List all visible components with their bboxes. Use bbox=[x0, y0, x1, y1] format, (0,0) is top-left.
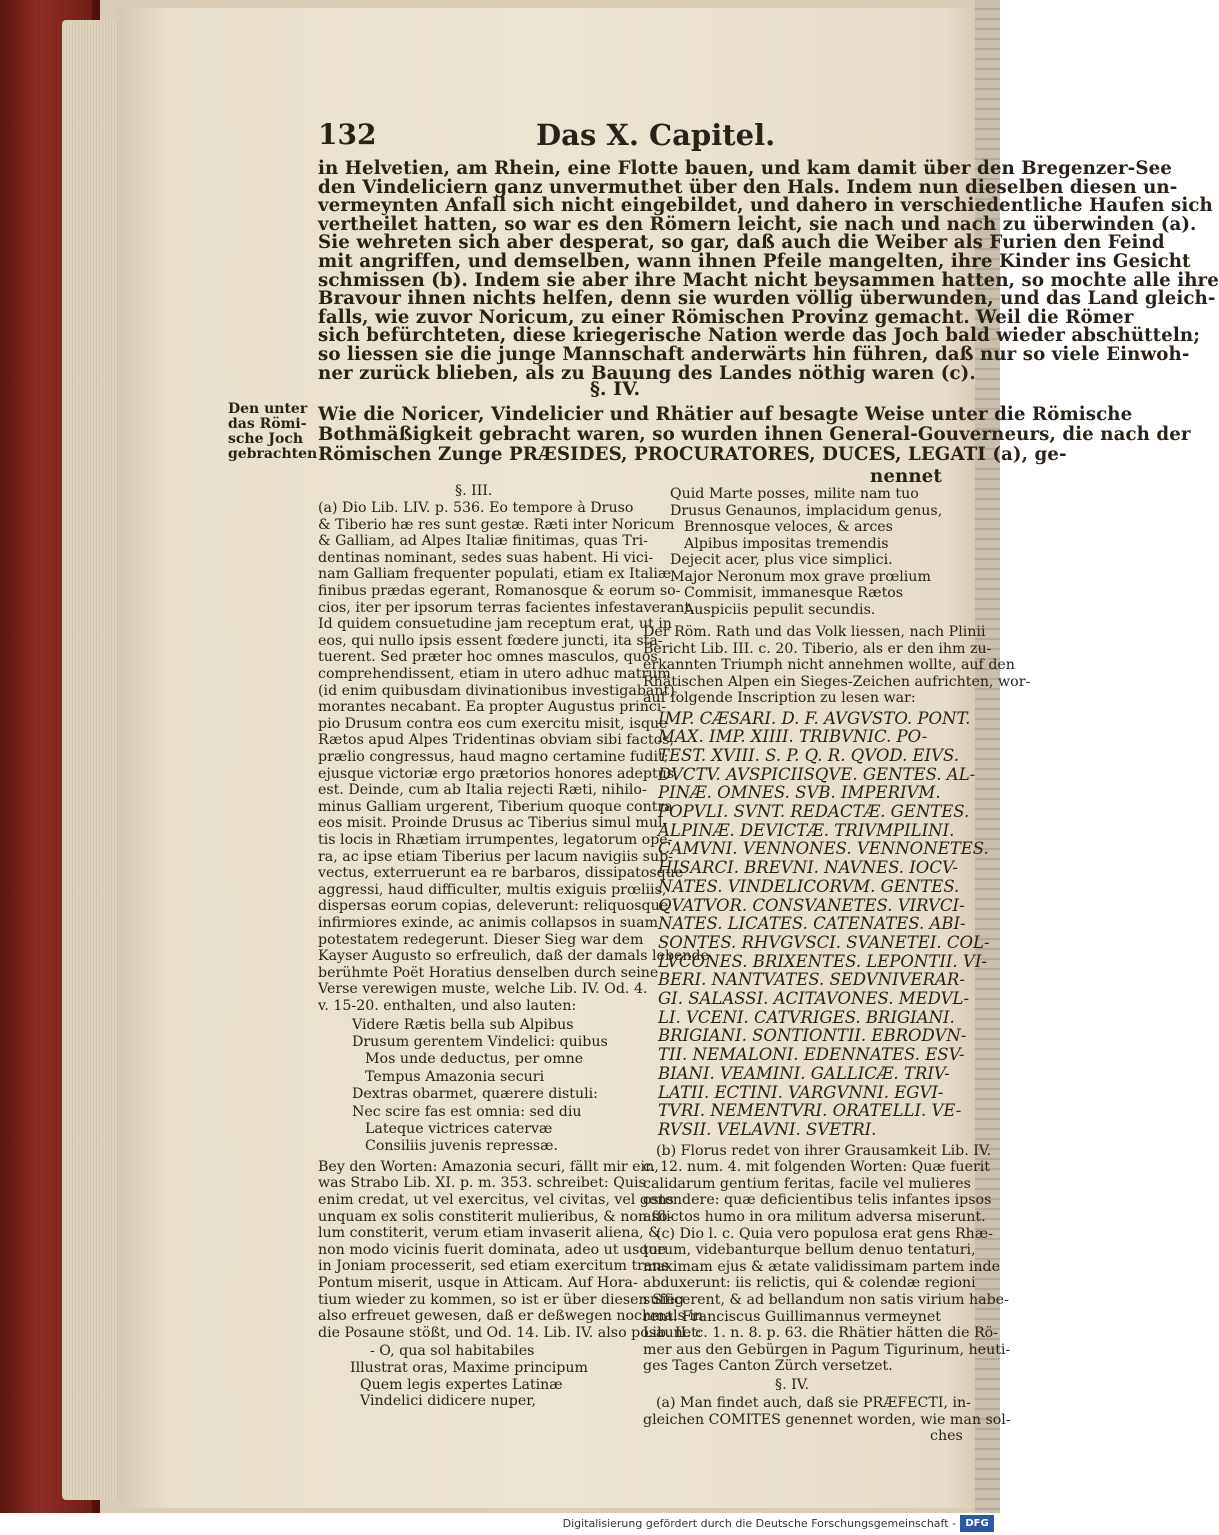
footnote-line: berühmte Poët Horatius denselben durch seine bbox=[318, 964, 659, 981]
inscription-line: BERI. NANTVATES. SEDVNIVERAR- bbox=[658, 970, 965, 990]
footnote-line: erkannten Triumph nicht annehmen wollte, auf den bbox=[643, 657, 1015, 673]
footnote-line: morantes necabant. Ea propter Augustus princi- bbox=[318, 699, 667, 716]
footnote-line: est. Deinde, cum ab Italia rejecti Ræti, nihilo- bbox=[318, 782, 647, 799]
footnote-line: (c) Dio l. c. Quia vero populosa erat gens Rhæ- bbox=[656, 1225, 993, 1242]
inscription-line: GI. SALASSI. ACITAVONES. MEDVL- bbox=[658, 989, 970, 1008]
margin-note-line: das Römi- bbox=[228, 416, 307, 432]
footnote-line: sufficerent, & ad bellandum non satis virium habe- bbox=[643, 1292, 1009, 1308]
section-iv-line: Bothmäßigkeit gebracht waren, so wurden ihnen General-Gouverneurs, die nach der bbox=[318, 424, 1191, 445]
footnote-line: also erfreuet gewesen, daß er deßwegen nochmals in bbox=[318, 1308, 704, 1325]
main-text-line: Sie wehreten sich aber desperat, so gar, daß auch die Weiber als Furien den Feind bbox=[318, 232, 1165, 254]
footnote-line: (a) Dio Lib. LIV. p. 536. Eo tempore à Druso bbox=[318, 500, 634, 516]
footnote-line: Verse verewigen muste, welche Lib. IV. Od. 4. bbox=[318, 981, 648, 998]
main-text-line: falls, wie zuvor Noricum, zu einer Römischen Provinz gemacht. Weil die Römer bbox=[318, 306, 1134, 328]
section-iv-line: Wie die Noricer, Vindelicier und Rhätier auf besagte Weise unter die Römische bbox=[318, 404, 1133, 425]
footnote-line: Pontum miserit, usque in Atticam. Auf Hora- bbox=[318, 1275, 638, 1291]
verse-line: Lateque victrices catervæ bbox=[365, 1121, 553, 1137]
inscription-line: HISARCI. BREVNI. NAVNES. IOCV- bbox=[658, 858, 958, 878]
verse-line: Commisit, immanesque Rætos bbox=[684, 585, 904, 601]
footnote-line: finibus prædas egerant, Romanosque & eorum so- bbox=[318, 583, 681, 599]
footnote-line: die Posaune stößt, und Od. 14. Lib. IV. also posaunet: bbox=[318, 1324, 702, 1341]
main-text-line: so liessen sie die junge Mannschaft anderwärts hin führen, daß nur so viele Einwoh- bbox=[318, 344, 1190, 365]
inscription-line: LI. VCENI. CATVRIGES. BRIGIANI. bbox=[658, 1007, 955, 1027]
inscription-line: BRIGIANI. SONTIONTII. EBRODVN- bbox=[658, 1026, 967, 1046]
verse-line: Tempus Amazonia securi bbox=[365, 1068, 545, 1085]
footnote-heading: §. IV. bbox=[775, 1377, 809, 1393]
margin-note-line: gebrachten bbox=[228, 446, 318, 462]
verse-line: Major Neronum mox grave prœlium bbox=[670, 568, 931, 585]
footnote-line: infirmiores exinde, ac animis collapsos in suam bbox=[318, 915, 659, 931]
verse-line: Drusus Genaunos, implacidum genus, bbox=[670, 502, 943, 519]
margin-note bbox=[228, 402, 318, 462]
inscription-line: NATES. LICATES. CATENATES. ABI- bbox=[658, 914, 966, 934]
inscription-line: QVATVOR. CONSVANETES. VIRVCI- bbox=[658, 895, 965, 915]
main-text-line: sich befürchteten, diese kriegerische Nation werde das Joch bald wieder abschütteln; bbox=[318, 325, 1201, 347]
page-edges bbox=[62, 20, 120, 1500]
inscription-line: LVCONES. BRIXENTES. LEPONTII. VI- bbox=[658, 951, 987, 971]
footnote-line: vectus, exterruerunt ea re barbaros, dissipatosque bbox=[318, 865, 684, 882]
footnote-line: Rhätischen Alpen ein Sieges-Zeichen aufrichten, wor- bbox=[643, 673, 1031, 690]
footnote-line: cios, iter per ipsorum terras facientes infestaverant. bbox=[318, 599, 695, 616]
main-text-line: den Vindeliciern ganz unvermuthet über den Hals. Indem nun dieselben diesen un- bbox=[318, 176, 1178, 198]
inscription-line: IMP. CÆSARI. D. F. AVGVSTO. PONT. bbox=[658, 708, 971, 728]
footnote-line: ra, ac ipse etiam Tiberius per lacum navigiis sub- bbox=[318, 848, 673, 865]
footnote-line: Id quidem consuetudine jam receptum erat, ut in bbox=[318, 616, 672, 633]
section-iv-line: Römischen Zunge PRÆSIDES, PROCURATORES, DUCES, LEGATI (a), ge- bbox=[318, 444, 1067, 465]
margin-note-line: sche Joch bbox=[228, 431, 304, 447]
inscription-line: SONTES. RHVGVSCI. SVANETEI. COL- bbox=[658, 932, 990, 952]
footnote-line: dentinas nominant, sedes suas habent. Hi vici- bbox=[318, 549, 654, 566]
inscription-line: RVSII. VELAVNI. SVETRI. bbox=[658, 1119, 877, 1139]
footnote-line: torum, videbanturque bellum denuo tentaturi, bbox=[643, 1242, 976, 1259]
footnote-line: pio Drusum contra eos cum exercitu misit, isque bbox=[318, 715, 668, 732]
page-number: 132 bbox=[318, 118, 377, 151]
inscription-line: ALPINÆ. DEVICTÆ. TRIVMPILINI. bbox=[658, 820, 955, 840]
footnote-line: afflictos humo in ora militum adversa miserunt. bbox=[643, 1209, 986, 1225]
footer-credit: Digitalisierung gefördert durch die Deutsche Forschungsgemeinschaft - bbox=[562, 1517, 956, 1530]
inscription-line: TEST. XVIII. S. P. Q. R. QVOD. EIVS. bbox=[658, 745, 959, 765]
footnote-line: & Galliam, ad Alpes Italiæ finitimas, quas Tri- bbox=[318, 533, 648, 550]
footnote-line: abduxerunt: iis relictis, qui & colendæ regioni bbox=[643, 1275, 976, 1292]
footnote-line: dispersas eorum copias, deleverunt: reliquosque bbox=[318, 898, 669, 915]
footnote-line: calidarum gentium feritas, facile vel mulieres bbox=[643, 1175, 971, 1192]
footnote-line: Bericht Lib. III. c. 20. Tiberio, als er den ihm zu- bbox=[643, 640, 992, 657]
section-iv-line: nennet bbox=[870, 466, 942, 487]
margin-note-line: Den unter bbox=[228, 401, 308, 417]
main-text-line: mit angriffen, und demselben, wann ihnen Pfeile mangelten, ihre Kinder ins Gesicht bbox=[318, 251, 1191, 272]
inscription-line: PINÆ. OMNES. SVB. IMPERIVM. bbox=[658, 783, 941, 803]
main-text-line: Bravour ihnen nichts helfen, denn sie wurden völlig überwunden, und das Land gleich- bbox=[318, 288, 1216, 310]
footnote-line: maximam ejus & ætate validissimam partem inde bbox=[643, 1258, 1000, 1275]
footnote-line: (id enim quibusdam divinationibus investigabant) bbox=[318, 682, 675, 699]
footnote-line: Der Röm. Rath und das Volk liessen, nach Plinii bbox=[643, 624, 986, 640]
main-text-line: schmissen (b). Indem sie aber ihre Macht nicht beysammen hatten, so mochte alle ihre bbox=[318, 269, 1219, 291]
chapter-title: Das X. Capitel. bbox=[536, 118, 776, 152]
footnote-line: rent. Franciscus Guillimannus vermeynet bbox=[643, 1308, 941, 1325]
footnote-line: eos, qui nullo ipsis essent fœdere juncti, ita sta- bbox=[318, 632, 663, 649]
main-text-line: vermeynten Anfall sich nicht eingebildet, und dahero in verschiedentliche Haufen sich bbox=[318, 195, 1213, 217]
footnote-line: & Tiberio hæ res sunt gestæ. Ræti inter Noricum bbox=[318, 516, 675, 533]
verse-line: Dextras obarmet, quærere distuli: bbox=[352, 1086, 598, 1103]
footnote-line: (a) Man findet auch, daß sie PRÆFECTI, in- bbox=[656, 1395, 971, 1411]
footnote-line: aggressi, haud difficulter, multis exiguis prœliis, bbox=[318, 881, 667, 898]
inscription-line: TII. NEMALONI. EDENNATES. ESV- bbox=[658, 1045, 965, 1065]
section-heading-iv: §. IV. bbox=[590, 378, 641, 400]
inscription-line: LATII. ECTINI. VARGVNNI. EGVI- bbox=[658, 1082, 944, 1102]
footnote-line: tium wieder zu kommen, so ist er über diesen Sieg bbox=[318, 1291, 684, 1308]
footnote-line: nam Galliam frequenter populati, etiam ex Italiæ bbox=[318, 566, 672, 583]
footnote-line: prælio congressus, haud magno certamine fudit; bbox=[318, 749, 669, 765]
footnote-line: unquam ex solis constiterit mulieribus, & non so- bbox=[318, 1208, 673, 1225]
verse-line: Brennosque veloces, & arces bbox=[684, 519, 893, 535]
footnote-line: ches bbox=[930, 1428, 963, 1445]
footnote-line: c. 12. num. 4. mit folgenden Worten: Quæ fuerit bbox=[643, 1159, 990, 1176]
footnote-line: Rætos apud Alpes Tridentinas obviam sibi factos, bbox=[318, 732, 674, 749]
footnote-line: minus Galliam urgerent, Tiberium quoque contra bbox=[318, 798, 673, 815]
inscription-line: BIANI. VEAMINI. GALLICÆ. TRIV- bbox=[658, 1063, 950, 1083]
verse-line: Consiliis juvenis repressæ. bbox=[365, 1138, 559, 1155]
footnote-line: (b) Florus redet von ihrer Grausamkeit Lib. IV. bbox=[656, 1142, 992, 1159]
footnote-line: comprehendissent, etiam in utero adhuc matrum bbox=[318, 666, 671, 682]
verse-line: Alpibus impositas tremendis bbox=[684, 535, 889, 552]
verse-line: Illustrat oras, Maxime principum bbox=[350, 1360, 588, 1376]
verse-line: Drusum gerentem Vindelici: quibus bbox=[352, 1034, 608, 1050]
footnote-line: was Strabo Lib. XI. p. m. 353. schreibet: Quis bbox=[318, 1175, 646, 1192]
verse-line: Auspiciis pepulit secundis. bbox=[684, 601, 876, 618]
footnote-line: tis locis in Rhætiam irrumpentes, legatorum ope- bbox=[318, 832, 673, 848]
footnote-line: Bey den Worten: Amazonia securi, fällt mir ein, bbox=[318, 1158, 659, 1175]
main-text-line: ner zurück blieben, als zu Bauung des Landes nöthig waren (c). bbox=[318, 362, 976, 384]
inscription-line: MAX. IMP. XIIII. TRIBVNIC. PO- bbox=[658, 727, 928, 747]
footnote-line: ejusque victoriæ ergo prætorios honores adeptus bbox=[318, 765, 675, 782]
footnote-line: mer aus den Gebürgen in Pagum Tigurinum, heuti- bbox=[643, 1341, 1011, 1358]
inscription-line: DVCTV. AVSPICIISQVE. GENTES. AL- bbox=[658, 764, 976, 784]
verse-line: - O, qua sol habitabiles bbox=[370, 1343, 535, 1360]
footnote-line: ges Tages Canton Zürch versetzet. bbox=[643, 1358, 893, 1375]
footnote-line: Lib. II. c. 1. n. 8. p. 63. die Rhätier hätten die Rö- bbox=[643, 1325, 998, 1342]
footnote-line: non modo vicinis fuerit dominata, adeo ut usque bbox=[318, 1241, 667, 1258]
footer-bar bbox=[0, 1513, 1000, 1535]
verse-line: Nec scire fas est omnia: sed diu bbox=[352, 1103, 582, 1120]
footnote-heading: §. III. bbox=[455, 483, 493, 499]
main-text-line: in Helvetien, am Rhein, eine Flotte bauen, und kam damit über den Bregenzer-See bbox=[318, 158, 1172, 179]
inscription-line: TVRI. NEMENTVRI. ORATELLI. VE- bbox=[658, 1101, 962, 1121]
verse-line: Dejecit acer, plus vice simplici. bbox=[670, 552, 893, 568]
verse-line: Vindelici didicere nuper, bbox=[360, 1393, 536, 1410]
page-header bbox=[318, 118, 958, 152]
footnote-line: gleichen COMITES genennet worden, wie man sol- bbox=[643, 1411, 1011, 1428]
verse-line: Mos unde deductus, per omne bbox=[365, 1051, 584, 1068]
footnote-line: v. 15-20. enthalten, und also lauten: bbox=[318, 998, 577, 1014]
footnote-line: lum constiterit, verum etiam invaserit aliena, & bbox=[318, 1225, 661, 1242]
footnote-line: auf folgende Inscription zu lesen war: bbox=[643, 690, 916, 706]
footnote-line: eos misit. Proinde Drusus ac Tiberius simul mul- bbox=[318, 815, 668, 832]
footnote-line: potestatem redegerunt. Dieser Sieg war dem bbox=[318, 931, 644, 948]
inscription-line: POPVLI. SVNT. REDACTÆ. GENTES. bbox=[658, 802, 970, 821]
footnote-line: ostendere: quæ deficientibus telis infantes ipsos bbox=[643, 1192, 992, 1209]
dfg-logo: DFG bbox=[960, 1515, 994, 1532]
footnote-line: tuerent. Sed præter hoc omnes masculos, quos bbox=[318, 649, 658, 666]
verse-line: Videre Rætis bella sub Alpibus bbox=[352, 1016, 574, 1033]
main-text-line: vertheilet hatten, so war es den Römern leicht, sie nach und nach zu überwinden (a). bbox=[318, 213, 1197, 235]
inscription-line: CAMVNI. VENNONES. VENNONETES. bbox=[658, 839, 989, 859]
footnote-line: enim credat, ut vel exercitus, vel civitas, vel gens bbox=[318, 1192, 674, 1208]
inscription-line: NATES. VINDELICORVM. GENTES. bbox=[658, 876, 960, 896]
footnote-line: Kayser Augusto so erfreulich, daß der damals lebende bbox=[318, 948, 710, 965]
footnote-line: in Joniam processerit, sed etiam exercitum trans bbox=[318, 1258, 669, 1275]
verse-line: Quid Marte posses, milite nam tuo bbox=[670, 486, 919, 502]
verse-line: Quem legis expertes Latinæ bbox=[360, 1376, 563, 1393]
